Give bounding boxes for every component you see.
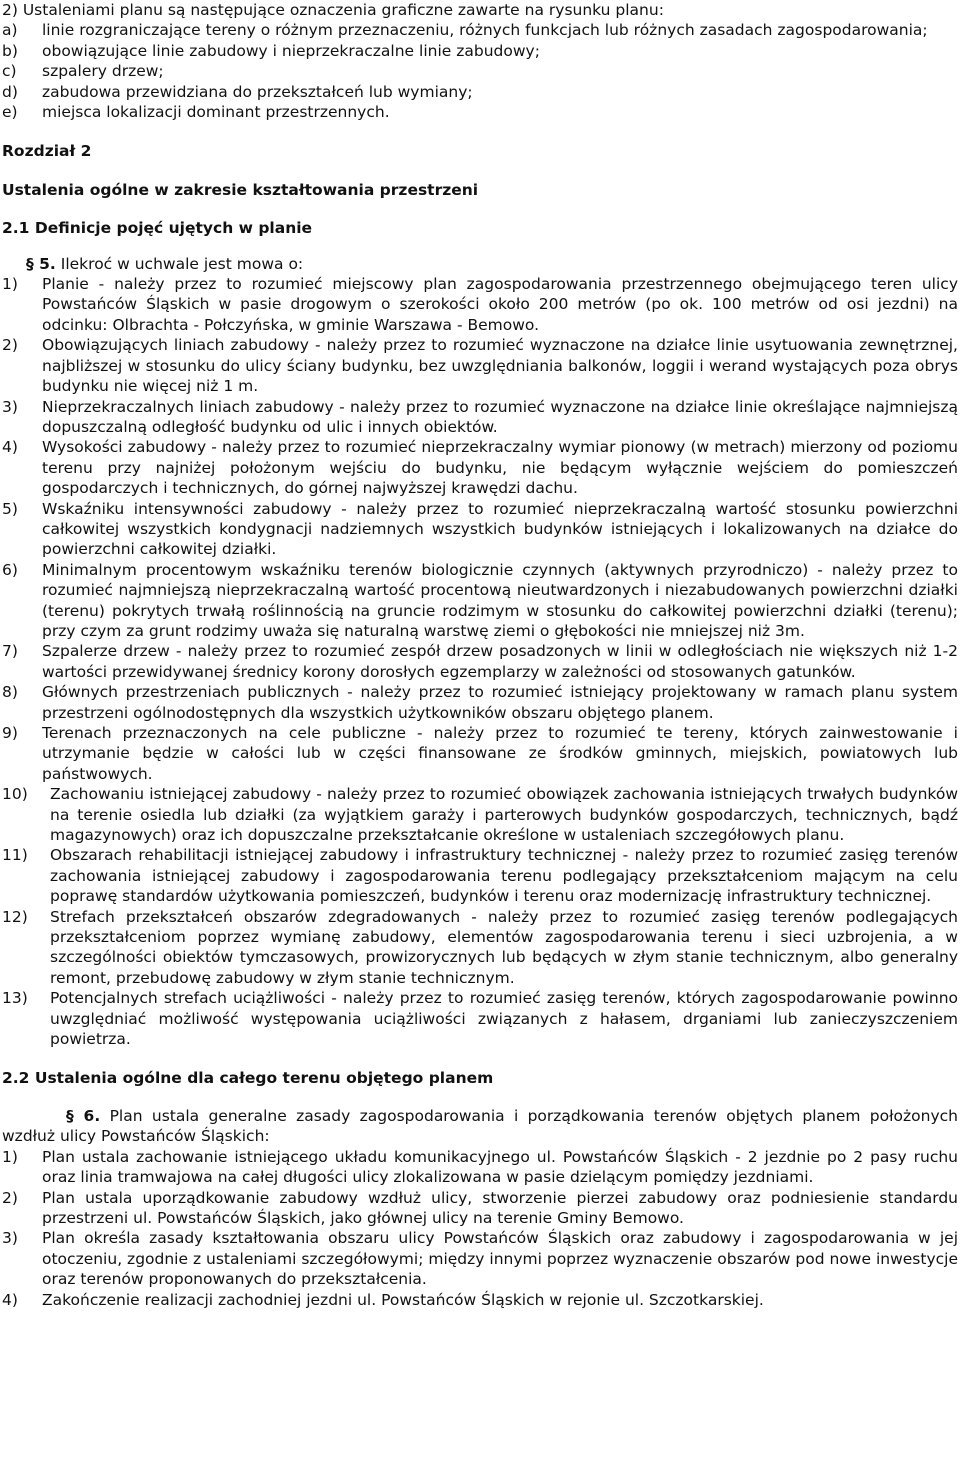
chapter-heading: Rozdział 2 (2, 142, 92, 161)
item-text: Szpalerze drzew - należy przez to rozumieć zespół drzew posadzonych w linii w odległościach nie większych niż 1-2 wartości przewidywanej średnicy korony dorosłych egzemplarzy w zależności od stosowanych gatunków. (42, 642, 958, 681)
list-item (2, 82, 958, 102)
item-number: 1) (2, 1147, 18, 1166)
paragraph-6 (2, 1106, 958, 1310)
item-number: 11) (2, 846, 28, 865)
item-text: Wysokości zabudowy - należy przez to rozumieć nieprzekraczalny wymiar pionowy (w metrach) mierzony od poziomu terenu przy najniżej położonym wejściu do budynku, nie będącym wyłącznie wejściem do pomieszczeń gospodarczych i technicznych, do górnej najwyższej krawędzi dachu. (42, 438, 958, 498)
item-text: Plan ustala zachowanie istniejącego układu komunikacyjnego ul. Powstańców Śląskich - 2 jezdnie po 2 pasy ruchu oraz linia tramwajowa na całej długości ulicy zlokalizowana w pasie dzielącym pomiędzy jezdniami. (42, 1147, 958, 1187)
chapter-title: Ustalenia ogólne w zakresie kształtowania przestrzeni (2, 180, 479, 199)
item-number: 6) (2, 560, 18, 579)
list-item (2, 641, 958, 682)
list-item (2, 499, 958, 560)
paragraph-symbol: § 6. (66, 1106, 101, 1125)
item-text: Minimalnym procentowym wskaźniku terenów biologicznie czynnych (aktywnych przyrodniczo) - należy przez to rozumieć najmniejszą nieprzekraczalną wartość procentową nieutwardzonych i niezabudowanych powierzchni działki (terenu) pokrytych trwałą roślinnością na gruncie rodzimym w stosunku do całkowitej powierzchni działki (terenu); przy czym za grunt rodzimy uważa się naturalną warstwę ziemi o głębokości nie mniejszej niż 3m. (42, 560, 958, 640)
list-item (2, 61, 958, 81)
item-text: Plan określa zasady kształtowania obszaru ulicy Powstańców Śląskich oraz zabudowy i zagospodarowania w jej otoczeniu, zgodnie z ustaleniami szczegółowymi; między innymi poprzez wyznaczenie obszarów pod nowe inwestycje oraz terenów proponowanych do przekształcenia. (42, 1229, 958, 1289)
list-item (2, 1147, 958, 1188)
item-number: 13) (2, 989, 28, 1008)
list-item (2, 335, 958, 396)
item-text: linie rozgraniczające tereny o różnym przeznaczeniu, różnych funkcjach lub różnych zasadach zagospodarowania; (42, 21, 928, 40)
list-item (2, 41, 958, 61)
item-number: 7) (2, 642, 18, 661)
item-number: e) (2, 103, 18, 122)
item-2-text: 2) Ustaleniami planu są następujące oznaczenia graficzne zawarte na rysunku planu: (2, 1, 664, 19)
legend-section (2, 0, 958, 122)
item-text: Plan ustala uporządkowanie zabudowy wzdłuż ulicy, stworzenie pierzei zabudowy oraz podniesienie standardu przestrzeni ul. Powstańców Śląskich, jako głównej ulicy na terenie Gminy Bemowo. (42, 1188, 958, 1227)
item-number: d) (2, 82, 18, 101)
item-number: 4) (2, 1290, 18, 1309)
item-text: Zachowaniu istniejącej zabudowy - należy przez to rozumieć obowiązek zachowania istniejących trwałych budynków na terenie osiedla lub działki (za wyjątkiem garaży i parterowych budynków gospodarczych, technicznych, bądź magazynowych) oraz ich dopuszczalne przekształcanie określone w ustaleniach szczegółowych planu. (50, 785, 958, 845)
item-number: 9) (2, 724, 18, 742)
paragraph-5-intro (2, 254, 958, 274)
item-number: 12) (2, 907, 28, 926)
item-number: b) (2, 41, 18, 60)
item-text: Potencjalnych strefach uciążliwości - należy przez to rozumieć zasięg terenów, których zagospodarowanie powinno uwzględniać możliwość występowania uciążliwości związanych z hałasem, drganiami lub zanieczyszczeniem powietrza. (50, 989, 958, 1049)
list-item (2, 1290, 958, 1310)
list-item (2, 907, 958, 989)
item-text: szpalery drzew; (42, 62, 164, 81)
item-text: obowiązujące linie zabudowy i nieprzekraczalne linie zabudowy; (42, 41, 540, 60)
item-number: 10) (2, 785, 28, 804)
list-item (2, 274, 958, 335)
paragraph-symbol: § 5. (26, 254, 56, 273)
item-number: a) (2, 21, 18, 40)
item-text: miejsca lokalizacji dominant przestrzennych. (42, 103, 390, 122)
item-text: Strefach przekształceń obszarów zdegradowanych - należy przez to rozumieć zasięg terenów podlegających przekształceniom poprzez wymianę zabudowy, elementów zagospodarowania terenu i sieci uzbrojenia, a w szczególności obiektów tymczasowych, prowizorycznych lub będących w złym stanie technicznym, albo generalny remont, przebudowę zabudowy w złym stanie technicznym. (50, 907, 958, 987)
section-heading-2-1: 2.1 Definicje pojęć ujętych w planie (2, 219, 313, 238)
list-item (2, 988, 958, 1049)
item-text: Obowiązujących liniach zabudowy - należy przez to rozumieć wyznaczone na działce linie usytuowania zewnętrznej, najbliższej w stosunku do ulicy ściany budynku, bez uwzględniania balkonów, loggii i werand wystających poza obrys budynku nie więcej niż 1 m. (42, 336, 958, 396)
list-item (2, 397, 958, 438)
paragraph-5 (2, 254, 958, 1050)
item-number: 5) (2, 499, 18, 518)
list-item (2, 1228, 958, 1289)
paragraph-intro-text: Ilekroć w uchwale jest mowa o: (60, 254, 304, 273)
item-number: c) (2, 62, 17, 81)
item-number: 4) (2, 438, 18, 457)
item-text: Zakończenie realizacji zachodniej jezdni ul. Powstańców Śląskich w rejonie ul. Szczotkarskiej. (42, 1290, 764, 1309)
list-item (2, 845, 958, 906)
paragraph-intro-text: Plan ustala generalne zasady zagospodarowania i porządkowania terenów objętych planem położonych wzdłuż ulicy Powstańców Śląskich: (2, 1106, 958, 1146)
item-number: 3) (2, 397, 18, 416)
section-heading-2-2: 2.2 Ustalenia ogólne dla całego terenu objętego planem (2, 1068, 494, 1087)
item-text: Obszarach rehabilitacji istniejącej zabudowy i infrastruktury technicznej - należy przez to rozumieć zasięg terenów zachowania istniejącej zabudowy i zagospodarowania terenu podlegający przekształceniom mającym na celu poprawę standardów użytkowania pomieszczeń, budynków i terenu oraz modernizację infrastruktury technicznej. (50, 846, 958, 906)
item-number: 2) (2, 1188, 18, 1207)
paragraph-6-intro (2, 1106, 958, 1147)
item-number: 1) (2, 275, 18, 294)
list-item (2, 20, 958, 40)
list-item (2, 102, 958, 122)
item-text: Terenach przeznaczonych na cele publiczne - należy przez to rozumieć te tereny, których zainwestowanie i utrzymanie będzie w całości lub w części finansowane ze środków gminnych, miejskich, powiatowych lub państwowych. (42, 724, 958, 783)
list-item (2, 723, 958, 784)
list-item (2, 784, 958, 845)
item-text: Planie - należy przez to rozumieć miejscowy plan zagospodarowania przestrzennego obejmującego teren ulicy Powstańców Śląskich w pasie drogowym o szerokości około 200 metrów (po ok. 100 metrów od osi jezdni) na odcinku: Olbrachta - Połczyńska, w gminie Warszawa - Bemowo. (42, 275, 958, 334)
list-item (2, 1188, 958, 1229)
item-text: Nieprzekraczalnych liniach zabudowy - należy przez to rozumieć wyznaczone na działce linie określające najmniejszą dopuszczalną odległość budynku od ulic i innych obiektów. (42, 397, 958, 436)
item-text: Wskaźniku intensywności zabudowy - należy przez to rozumieć nieprzekraczalną wartość stosunku powierzchni całkowitej wszystkich kondygnacji nadziemnych wszystkich budynków istniejących i lokalizowanych na działce do powierzchni całkowitej działki. (42, 499, 958, 559)
item-number: 8) (2, 683, 18, 702)
list-item (2, 682, 958, 723)
list-item (2, 437, 958, 498)
item-text: zabudowa przewidziana do przekształceń lub wymiany; (42, 82, 473, 101)
item-text: Głównych przestrzeniach publicznych - należy przez to rozumieć istniejący projektowany w ramach planu system przestrzeni ogólnodostępnych dla wszystkich użytkowników obszaru objętego planem. (42, 683, 958, 722)
item-number: 3) (2, 1229, 18, 1248)
list-item (2, 560, 958, 642)
item-number: 2) (2, 336, 18, 355)
